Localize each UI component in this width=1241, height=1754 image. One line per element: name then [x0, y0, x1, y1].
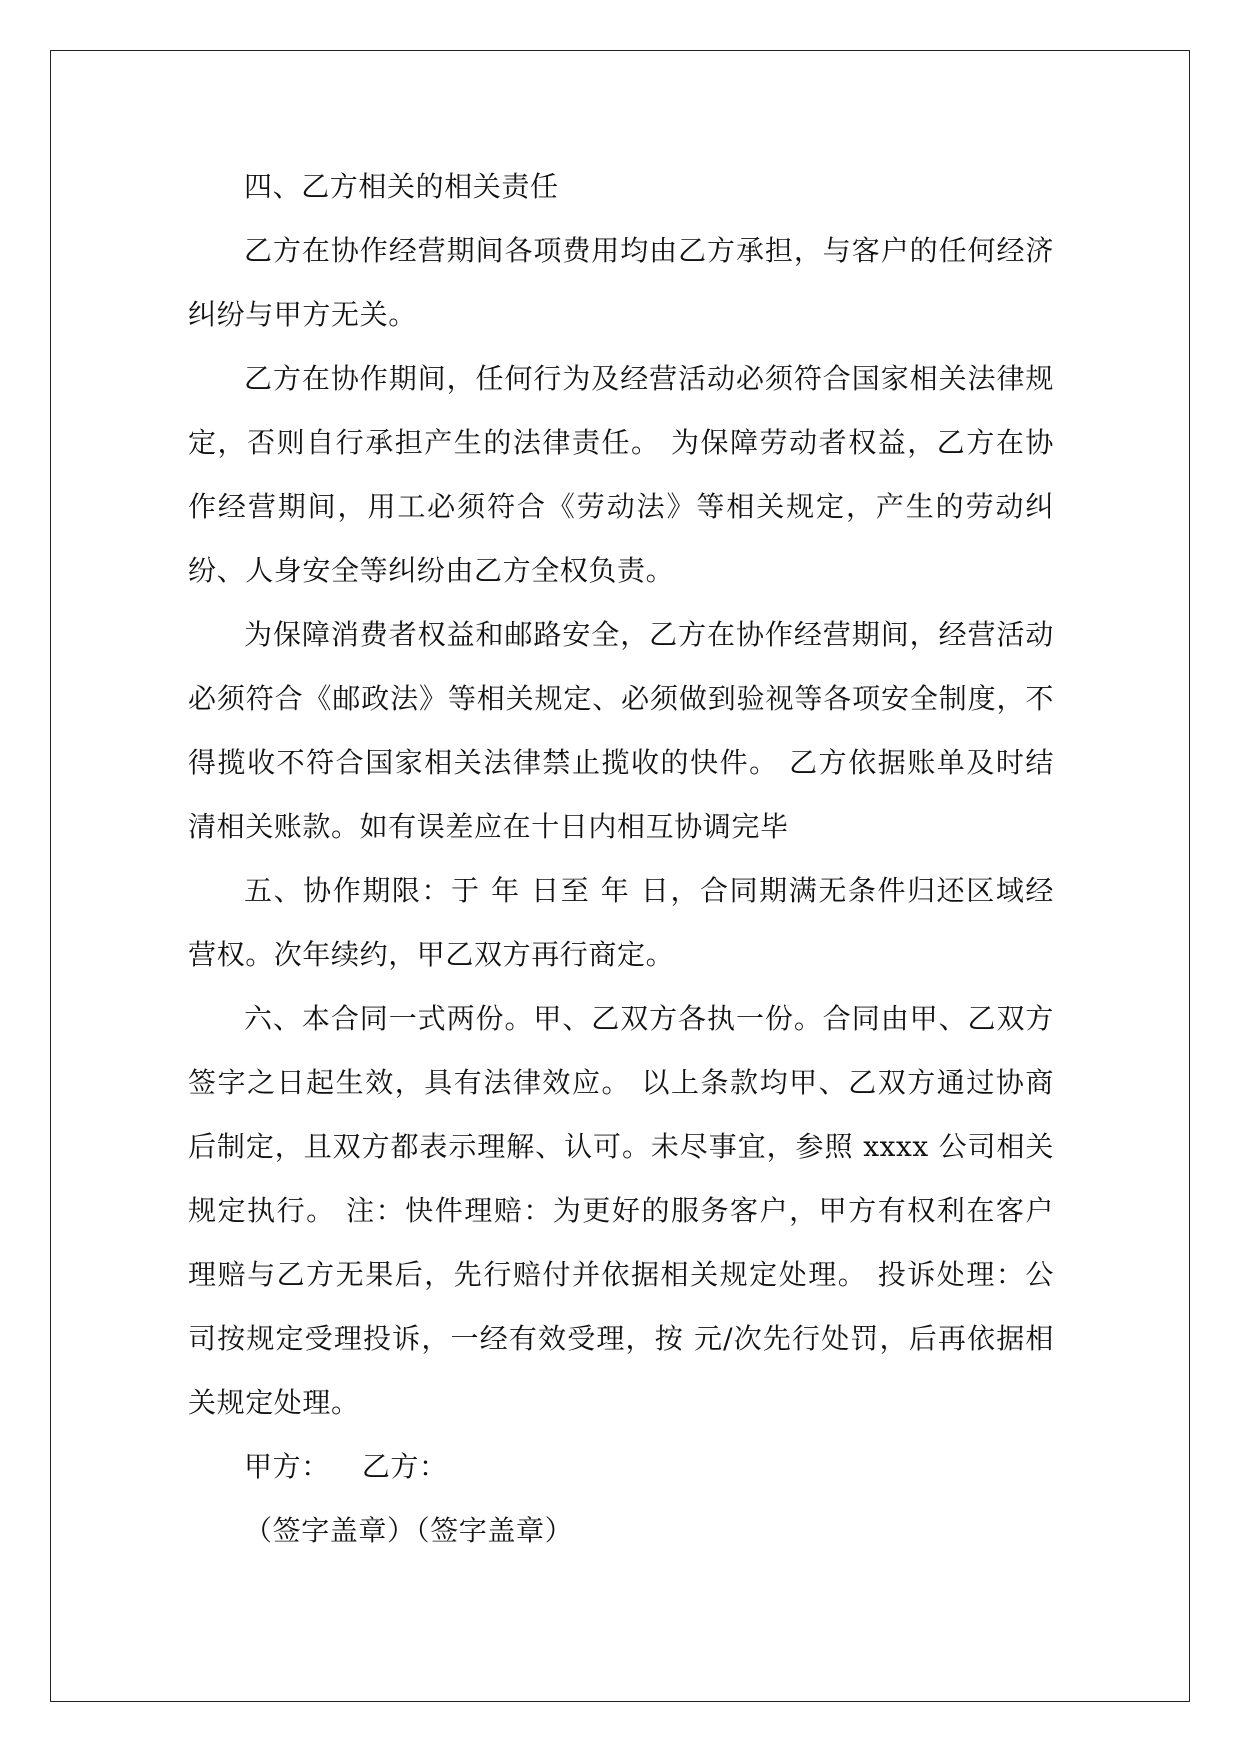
paragraph-expenses: 乙方在协作经营期间各项费用均由乙方承担，与客户的任何经济纠纷与甲方无关。 — [188, 234, 1054, 331]
section-contract-terms: 六、本合同一式两份。甲、乙双方各执一份。合同由甲、乙双方签字之日起生效，具有法律效应。 以上条款均甲、乙双方通过协商后制定，且双方都表示理解、认可。未尽事宜，参照 xxxx 公司相关规定执行。 注：快件理赔：为更好的服务客户，甲方有权利在客户理赔与乙方无果后，先行赔付并依据相关规定处理。 投诉处理：公司按规定受理投诉，一经有效受理，按 元/次先行处罚，后再依据相关规定处理。 — [188, 1002, 1054, 1419]
document-body — [188, 155, 1054, 1563]
party-a-label: 甲方： — [244, 1450, 330, 1483]
paragraph-consumer-safety: 为保障消费者权益和邮路安全，乙方在协作经营期间，经营活动必须符合《邮政法》等相关规定、必须做到验视等各项安全制度，不得揽收不符合国家相关法律禁止揽收的快件。 乙方依据账单及时结清相关账款。如有误差应在十日内相互协调完毕 — [188, 618, 1054, 843]
section-heading-4: 四、乙方相关的相关责任 — [244, 170, 559, 203]
paragraph-legal-compliance: 乙方在协作期间，任何行为及经营活动必须符合国家相关法律规定，否则自行承担产生的法律责任。 为保障劳动者权益，乙方在协作经营期间，用工必须符合《劳动法》等相关规定，产生的劳动纠纷、人身安全等纠纷由乙方全权负责。 — [188, 362, 1054, 587]
party-a-seal: （签字盖章） — [244, 1514, 416, 1547]
signature-labels — [188, 1435, 1054, 1499]
party-b-label: 乙方： — [361, 1450, 448, 1483]
party-b-seal: （签字盖章） — [415, 1514, 574, 1547]
section-cooperation-period: 五、协作期限：于 年 日至 年 日，合同期满无条件归还区域经营权。次年续约，甲乙双方再行商定。 — [188, 874, 1054, 971]
seal-labels — [188, 1499, 1054, 1563]
